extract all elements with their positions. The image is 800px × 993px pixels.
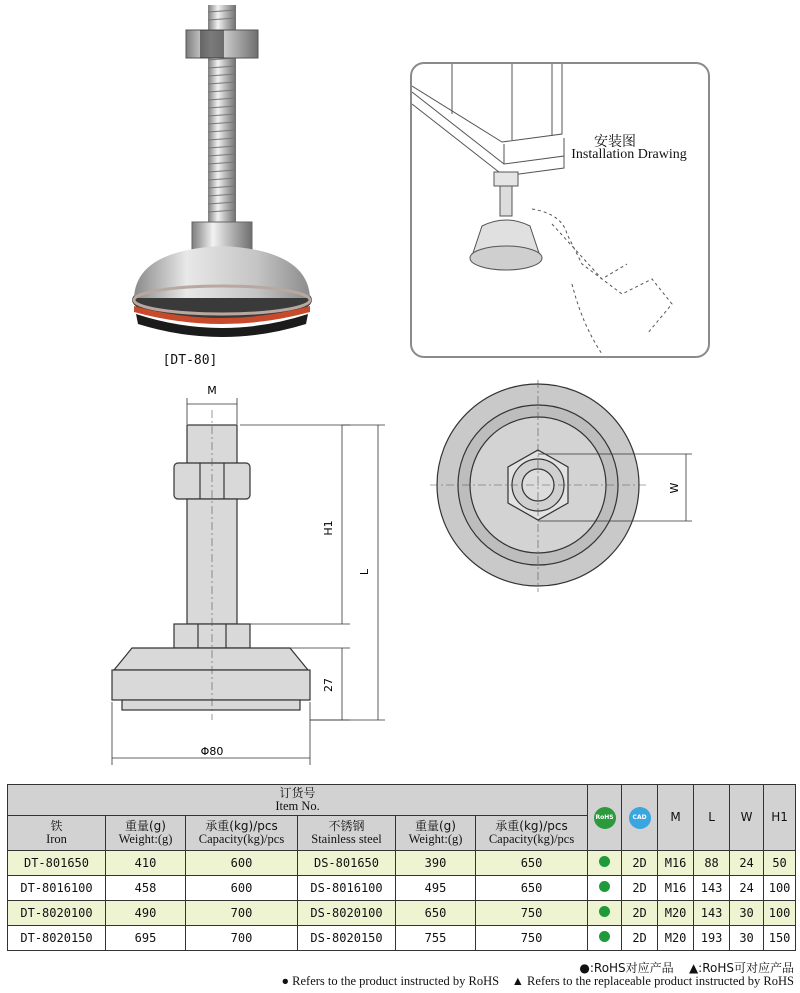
- legend-rohs-en: ● Refers to the product instructed by RoHS: [281, 974, 500, 988]
- cell-h1: 50: [764, 851, 796, 876]
- table-row: [8, 901, 796, 926]
- dim-w-label: W: [668, 482, 681, 494]
- legend-replaceable-en: ▲ Refers to the replaceable product instructed by RoHS: [511, 974, 794, 988]
- cell-w: 30: [730, 901, 764, 926]
- legend-replaceable-cn: ▲:RoHS可对应产品: [688, 961, 794, 975]
- cell-w: 24: [730, 851, 764, 876]
- cell-weight-2: 495: [396, 876, 476, 901]
- dim-l-label: L: [358, 568, 371, 576]
- cell-m: M20: [658, 926, 694, 951]
- installation-drawing-frame: [410, 62, 710, 358]
- cell-l: 143: [694, 901, 730, 926]
- installation-drawing: [412, 64, 708, 356]
- cell-weight-2: 390: [396, 851, 476, 876]
- cell-weight: 490: [106, 901, 186, 926]
- cad-file-icon: CAD: [629, 807, 651, 829]
- col-header-h1: H1: [764, 785, 796, 851]
- cell-weight: 458: [106, 876, 186, 901]
- side-view-drawing: [100, 380, 400, 780]
- cell-stainless[interactable]: DS-801650: [298, 851, 396, 876]
- cell-cad[interactable]: 2D: [622, 901, 658, 926]
- installation-title-cn: 安装图: [594, 134, 636, 150]
- cell-m: M16: [658, 876, 694, 901]
- cell-capacity: 700: [186, 926, 298, 951]
- col-header-capacity-2: 承重(kg)/pcs Capacity(kg)/pcs: [476, 816, 588, 851]
- cell-weight-2: 755: [396, 926, 476, 951]
- rohs-column-header: [588, 785, 622, 851]
- cell-rohs: [588, 876, 622, 901]
- col-header-l: L: [694, 785, 730, 851]
- cell-capacity-2: 650: [476, 851, 588, 876]
- col-header-m: M: [658, 785, 694, 851]
- cad-column-header: [622, 785, 658, 851]
- cell-cad[interactable]: 2D: [622, 851, 658, 876]
- col-header-iron: 铁 Iron: [8, 816, 106, 851]
- top-view-drawing: [430, 380, 700, 600]
- dim-27-label: 27: [322, 678, 335, 692]
- cell-m: M20: [658, 901, 694, 926]
- table-row: [8, 926, 796, 951]
- rohs-dot-icon: [599, 931, 610, 942]
- product-photo: [120, 0, 320, 350]
- cell-rohs: [588, 926, 622, 951]
- rohs-dot-icon: [599, 881, 610, 892]
- cell-cad[interactable]: 2D: [622, 926, 658, 951]
- product-photo-caption: [DT-80]: [162, 353, 218, 368]
- cell-stainless[interactable]: DS-8016100: [298, 876, 396, 901]
- legend-rohs-cn: ●:RoHS对应产品: [579, 961, 674, 975]
- cell-capacity-2: 650: [476, 876, 588, 901]
- cell-h1: 100: [764, 876, 796, 901]
- rohs-dot-icon: [599, 906, 610, 917]
- rohs-icon: RoHS: [594, 807, 616, 829]
- cell-rohs: [588, 901, 622, 926]
- dim-m-label: M: [207, 384, 217, 397]
- col-header-weight-2: 重量(g) Weight:(g): [396, 816, 476, 851]
- cell-capacity-2: 750: [476, 926, 588, 951]
- cell-weight-2: 650: [396, 901, 476, 926]
- group-header-en: Item No.: [275, 799, 320, 813]
- rohs-dot-icon: [599, 856, 610, 867]
- cell-capacity-2: 750: [476, 901, 588, 926]
- legend-line-en: [281, 974, 794, 989]
- item-no-group-header: [8, 785, 588, 816]
- cell-iron[interactable]: DT-8016100: [8, 876, 106, 901]
- cell-capacity: 600: [186, 876, 298, 901]
- cell-l: 193: [694, 926, 730, 951]
- cell-h1: 150: [764, 926, 796, 951]
- cell-weight: 695: [106, 926, 186, 951]
- cell-h1: 100: [764, 901, 796, 926]
- cell-iron[interactable]: DT-8020100: [8, 901, 106, 926]
- cell-rohs: [588, 851, 622, 876]
- dim-h1-label: H1: [322, 520, 335, 536]
- cell-iron[interactable]: DT-8020150: [8, 926, 106, 951]
- installation-title-en: Installation Drawing: [571, 147, 687, 162]
- cell-cad[interactable]: 2D: [622, 876, 658, 901]
- cell-l: 143: [694, 876, 730, 901]
- col-header-capacity: 承重(kg)/pcs Capacity(kg)/pcs: [186, 816, 298, 851]
- group-header-cn: 订货号: [279, 786, 316, 800]
- cell-w: 24: [730, 876, 764, 901]
- cell-weight: 410: [106, 851, 186, 876]
- cell-w: 30: [730, 926, 764, 951]
- table-row: [8, 851, 796, 876]
- table-row: [8, 876, 796, 901]
- cell-stainless[interactable]: DS-8020100: [298, 901, 396, 926]
- cell-stainless[interactable]: DS-8020150: [298, 926, 396, 951]
- cell-capacity: 700: [186, 901, 298, 926]
- dim-diameter-label: Φ80: [200, 745, 224, 758]
- cell-iron[interactable]: DT-801650: [8, 851, 106, 876]
- spec-table: [7, 784, 796, 951]
- col-header-stainless: 不锈钢 Stainless steel: [298, 816, 396, 851]
- cell-m: M16: [658, 851, 694, 876]
- col-header-w: W: [730, 785, 764, 851]
- cell-l: 88: [694, 851, 730, 876]
- col-header-weight: 重量(g) Weight:(g): [106, 816, 186, 851]
- cell-capacity: 600: [186, 851, 298, 876]
